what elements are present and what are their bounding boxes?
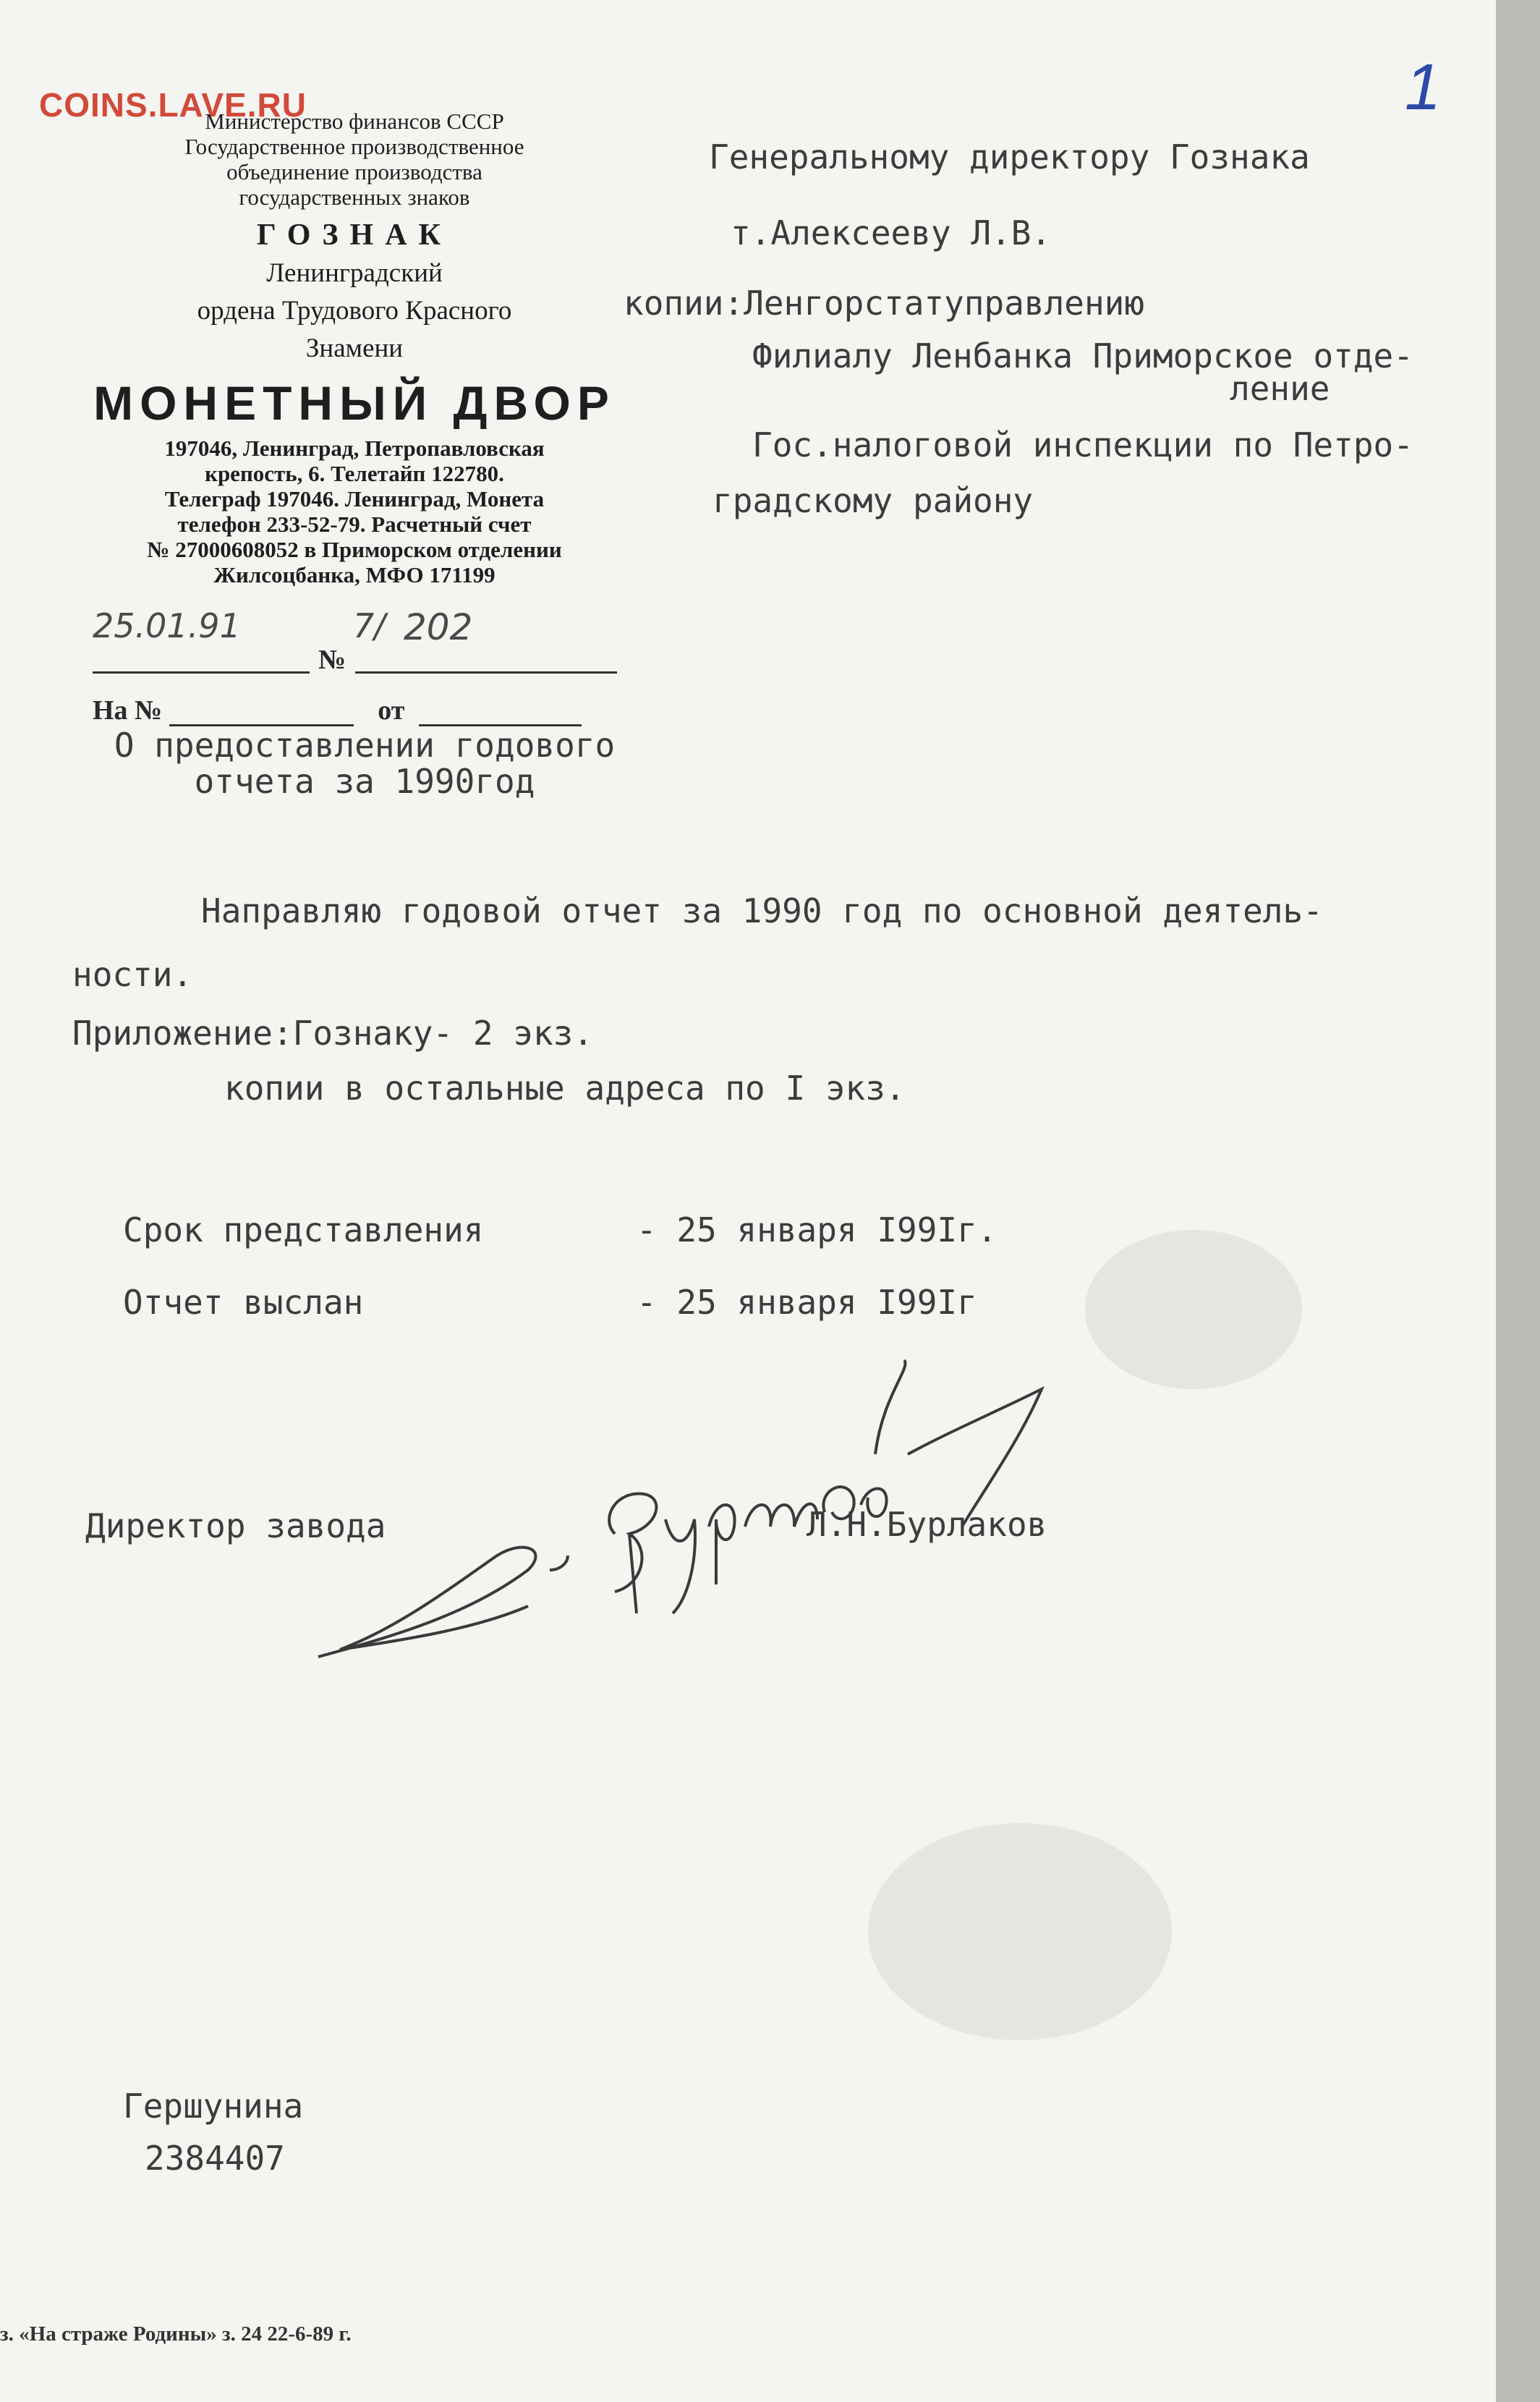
registration-row [93, 606, 617, 675]
letterhead-address: телефон 233-52-79. Расчетный счет [177, 512, 532, 537]
addressee-copies: копии:Ленгорстатуправлению [624, 284, 1145, 323]
executor [123, 2080, 303, 2184]
watermark: COINS.LAVE.RU [39, 86, 307, 124]
letterhead [80, 109, 629, 587]
addressee-line: Филиалу Ленбанка Приморское отде- [752, 336, 1413, 375]
letterhead-line: ордена Трудового Красного [197, 296, 512, 326]
registration-prefix: 7/ [353, 606, 386, 645]
body-line: Направляю годовой отчет за 1990 год по основной деятель- [201, 891, 1323, 930]
letterhead-line: Знамени [305, 334, 404, 363]
handwritten-signature [311, 1353, 1056, 1671]
subject-line: О предоставлении годового [114, 726, 616, 765]
deadlines [123, 1194, 997, 1338]
number-label: № [318, 645, 346, 675]
attachment [72, 1006, 906, 1116]
deadline-value: - 25 января I99Iг. [637, 1210, 997, 1249]
deadline-row [123, 1266, 977, 1338]
executor-phone: 2384407 [145, 2139, 285, 2178]
letterhead-address: Жилсоцбанка, МФО 171199 [213, 562, 495, 587]
addressee-line: ление [1230, 369, 1330, 408]
registration-date: 25.01.91 [93, 606, 241, 645]
letterhead-goznak: ГОЗНАК [257, 218, 452, 252]
subject-line: отчета за 1990год [194, 762, 535, 801]
addressee-name: т.Алексееву Л.В. [731, 213, 1052, 252]
paper-stain [868, 1823, 1172, 2040]
executor-name: Гершунина [123, 2087, 304, 2126]
attachment-line: Приложение:Гознаку- 2 экз. [72, 1014, 594, 1053]
signer-title: Директор завода [85, 1506, 386, 1545]
signer-name: Л.Н.Бурлаков [807, 1505, 1047, 1544]
page-number-mark: 1 [1405, 51, 1442, 124]
addressee-main: Генеральному директору Гознака [709, 137, 1310, 177]
letterhead-address: крепость, 6. Телетайп 122780. [205, 461, 504, 486]
page-edge [1496, 0, 1540, 2402]
letterhead-address: Телеграф 197046. Ленинград, Монета [164, 486, 545, 512]
sent-value: - 25 января I99Iг [637, 1283, 977, 1322]
reply-date-line [419, 700, 582, 726]
reply-number-line [169, 700, 354, 726]
date-underline [93, 671, 310, 674]
registration-number: 202 [404, 606, 473, 648]
letterhead-mint: МОНЕТНЫЙ ДВОР [93, 376, 616, 430]
letterhead-line: Ленинградский [266, 258, 443, 288]
number-underline [355, 671, 617, 674]
print-imprint: з. «На страже Родины» з. 24 22-6-89 г. [0, 2322, 352, 2346]
attachment-line: копии в остальные адреса по I экз. [224, 1069, 906, 1108]
letterhead-line: Государственное производственное [184, 134, 524, 159]
letterhead-line: объединение производства [226, 159, 482, 184]
deadline-label: Срок представления [123, 1210, 484, 1249]
letterhead-ministry: Министерство финансов СССР [205, 109, 504, 134]
subject [90, 727, 639, 799]
body-line: ности. [72, 955, 193, 994]
letterhead-address: № 27000608052 в Приморском отделении [147, 537, 562, 562]
reply-date-label: от [378, 695, 405, 726]
reply-number-label: На № [93, 695, 163, 726]
addressee-line: градскому району [712, 481, 1034, 520]
addressee-line: Гос.налоговой инспекции по Петро- [752, 425, 1413, 464]
sent-label: Отчет выслан [123, 1283, 364, 1322]
letter-body [72, 879, 1432, 1006]
deadline-row [123, 1194, 997, 1266]
letterhead-address: 197046, Ленинград, Петропавловская [164, 436, 545, 461]
paper-stain [1085, 1230, 1302, 1389]
letterhead-line: государственных знаков [239, 184, 470, 210]
